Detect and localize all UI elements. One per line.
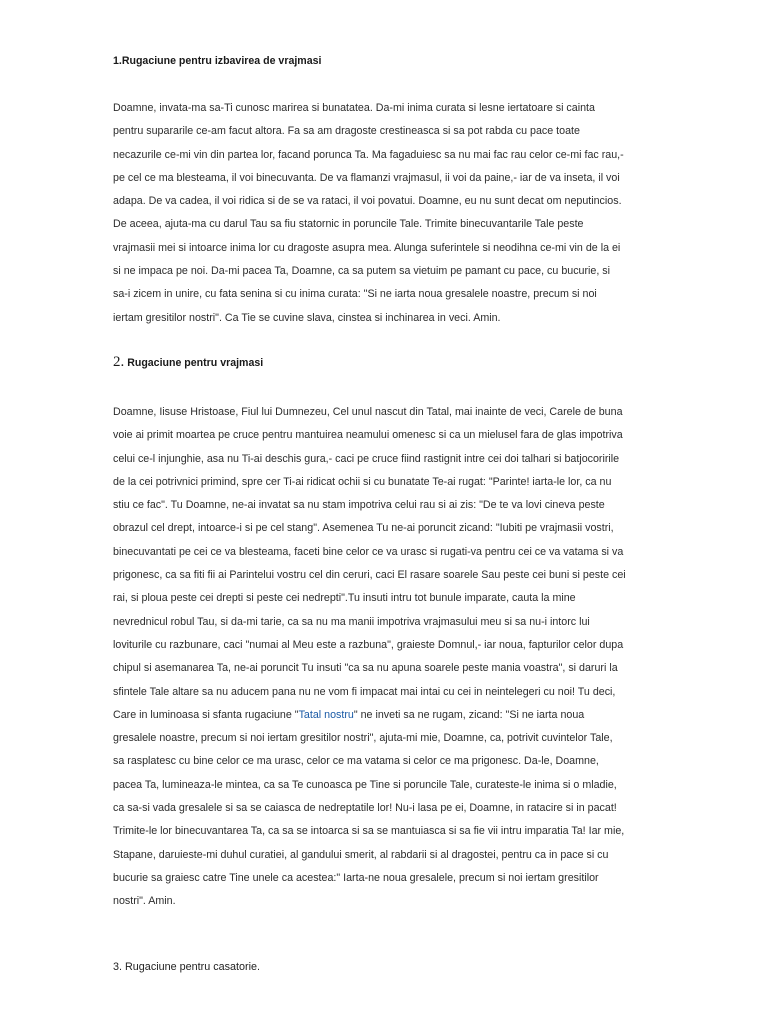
paragraph-line: Stapane, daruieste-mi duhul curatiei, al gandului smerit, al rabdarii si al dragostei, pentru ca in pace si cu [113,848,609,861]
link-line-suffix: " ne inveti sa ne rugam, zicand: "Si ne iarta noua [353,708,585,721]
paragraph-line: Doamne, Iisuse Hristoase, Fiul lui Dumnezeu, Cel unul nascut din Tatal, mai inainte de veci, Carele de buna [113,406,623,418]
paragraph-line: de la cei potrivnici primind, spre cer Ti-ai ridicat ochii si cu bunatate Te-ai rugat: "Parinte! iarta-le lor, ca nu [113,475,612,488]
paragraph-line: si ne impaca pe noi. Da-mi pacea Ta, Doamne, ca sa putem sa vietuim pe pamant cu pace, cu bucurie, si [113,265,611,278]
paragraph-line: binecuvantati pe cei ce va blesteama, faceti bine celor ce va urasc si rugati-va pentru cei ce va vatama si va [113,545,624,558]
section-1-heading: 1.Rugaciune pentru izbavirea de vrajmasi [113,55,322,67]
paragraph-line: Trimite-le lor binecuvantarea Ta, ca sa se intoarca si sa se mantuiasca si sa fie vii intru imparatia Ta! Iar mie, [113,825,625,838]
paragraph-line: sa-i zicem in unire, cu fata senina si cu inima curata: "Si ne iarta noua gresalele noastre, precum si noi [113,288,597,301]
paragraph-line: chipul si asemanarea Ta, ne-ai poruncit Tu insuti "ca sa nu apuna soarele peste mania voastra", si daruri la [113,662,618,675]
paragraph-line: obrazul cel drept, intoarce-i si pe cel stang". Asemenea Tu ne-ai poruncit zicand: "Iubiti pe vrajmasii vostri, [113,522,614,535]
tatal-nostru-link[interactable]: Tatal nostru [298,708,354,721]
paragraph-line: rai, si ploua peste cei drepti si peste cei nedrepti".Tu insuti intru tot bunule imparate, cauta la mine [113,592,576,605]
paragraph-line: ca sa-si vada gresalele si sa se caiasca de nedreptatile lor! Nu-i lasa pe ei, Doamne, in ratacire si in pacat! [113,802,617,815]
paragraph-line: celui ce-l injunghie, asa nu Ti-ai deschis gura,- caci pe cruce fiind rastignit intre cei doi talhari si batjocoririle [113,452,620,465]
link-line-prefix: Care in luminoasa si sfanta rugaciune " [113,708,299,721]
paragraph-line: prigonesc, ca sa fiti fii ai Parintelui vostru cel din ceruri, caci El rasare soarele Sau peste cei buni si peste cei [113,569,626,582]
paragraph-line: necazurile ce-mi vin din partea lor, facand porunca Ta. Ma fagaduiesc sa nu mai fac rau celor ce-mi fac rau,- [113,148,624,161]
section-2-heading [113,354,263,371]
section-1-body [113,97,624,330]
paragraph-line: pacea Ta, lumineaza-le mintea, ca sa Te cunoasca pe Tine si poruncile Tale, curateste-le inima si o mladie, [113,778,617,791]
section-2-body-part-2 [113,727,626,913]
paragraph-line: pe cel ce ma blesteama, il voi binecuvanta. De va flamanzi vrajmasul, ii voi da paine,- iar de va inseta, il voi [113,171,620,184]
section-2-title: Rugaciune pentru vrajmasi [124,357,264,369]
paragraph-line: pentru supararile ce-am facut altora. Fa sa am dragoste crestineasca si sa pot rabda cu pace toate [113,125,580,138]
paragraph-line-with-link [113,704,626,727]
paragraph-line: vrajmasii mei si intoarce inima lor cu dragoste asupra mea. Alunga suferintele si neodihna ce-mi vin de la ei [113,241,621,254]
paragraph-line: bucurie sa graiesc catre Tine unele ca acestea:" Iarta-ne noua gresalele, precum si noi iertam gresitilor [113,871,599,884]
section-2-body-part-1 [113,401,626,704]
paragraph-line: stiu ce fac". Tu Doamne, ne-ai invatat sa nu stam impotriva celui rau si ai zis: "De te va lovi cineva peste [113,499,605,512]
paragraph-line: voie ai primit moartea pe cruce pentru mantuirea neamului omenesc si ca un mielusel fara de glas impotriva [113,429,623,442]
paragraph-line: sfintele Tale altare sa nu aducem pana nu ne vom fi impacat mai intai cu cei in neintelegeri cu noi! Tu deci, [113,685,616,698]
paragraph-line: De aceea, ajuta-ma cu darul Tau sa fiu statornic in poruncile Tale. Trimite binecuvantarile Tale peste [113,218,584,231]
paragraph-line: iertam gresitilor nostri". Ca Tie se cuvine slava, cinstea si inchinarea in veci. Amin. [113,311,501,324]
paragraph-line: nostri". Amin. [113,895,176,908]
paragraph-line: adapa. De va cadea, il voi ridica si de se va rataci, il voi povatui. Doamne, eu nu sunt decat om neputincios. [113,195,622,208]
section-3-heading: 3. Rugaciune pentru casatorie. [113,961,261,973]
section-2-body [113,401,626,914]
paragraph-line: Doamne, invata-ma sa-Ti cunosc marirea si bunatatea. Da-mi inima curata si lesne iertatoare si cainta [113,102,595,114]
paragraph-line: nevrednicul robul Tau, si da-mi tarie, ca sa nu ma manii impotriva vrajmasului meu si sa nu-i intorc lui [113,615,590,628]
paragraph-line: loviturile cu razbunare, caci "numai al Meu este a razbuna", graieste Domnul,- iar noua, fapturilor celor dupa [113,638,624,651]
paragraph-line: sa rasplatesc cu bine celor ce ma urasc, celor ce ma vatama si celor ce ma prigonesc. Da-le, Doamne, [113,755,599,768]
section-2-number: 2. [113,354,125,370]
paragraph-line: gresalele noastre, precum si noi iertam gresitilor nostri", ajuta-mi mie, Doamne, ca, potrivit cuvintelor Tale, [113,732,613,745]
